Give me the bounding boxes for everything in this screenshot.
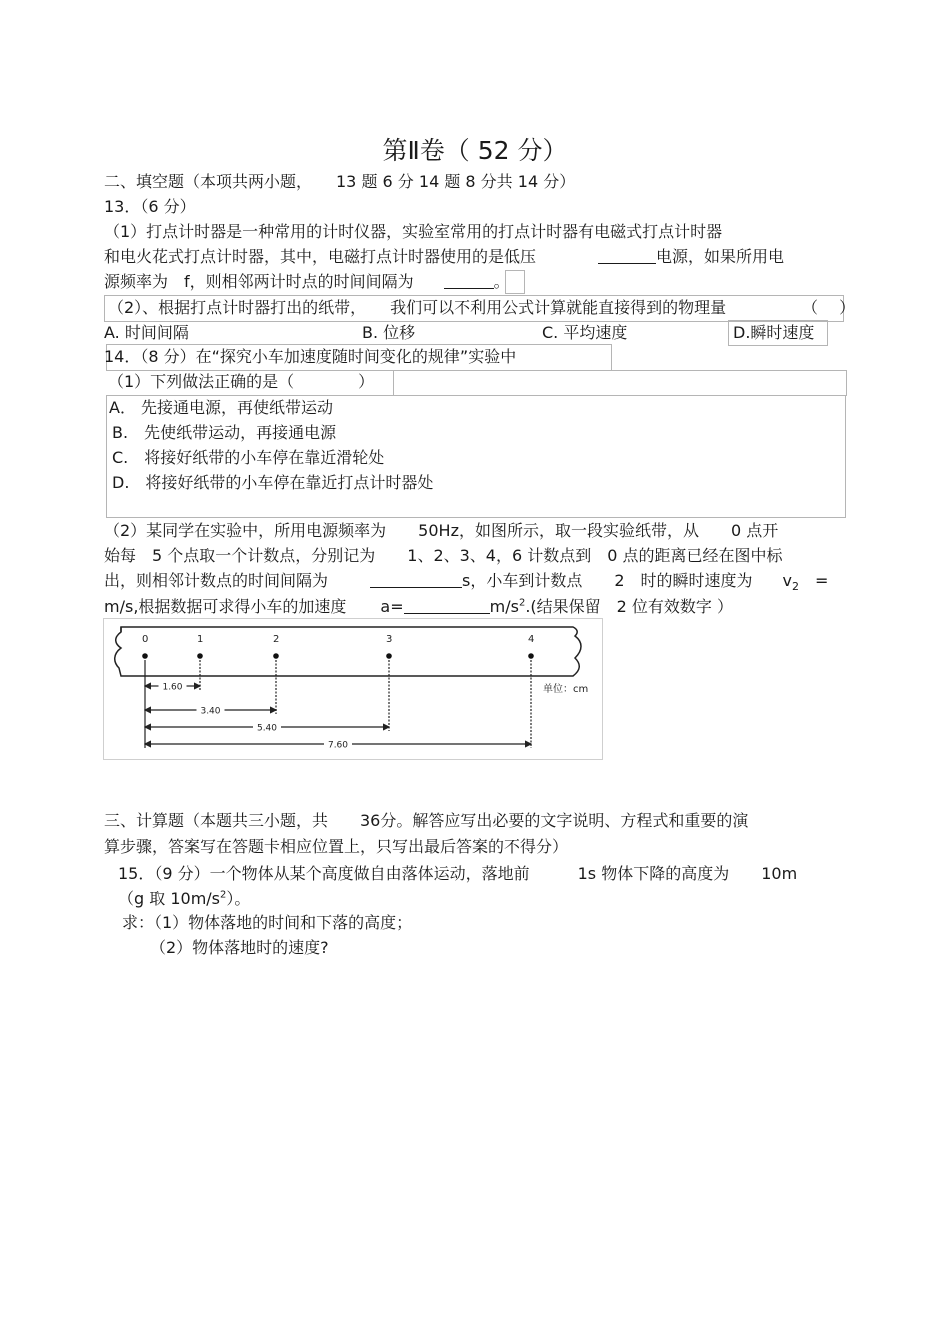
part3-heading-line2: 算步骤，答案写在答题卡相应位置上，只写出最后答案的不得分）	[104, 837, 569, 856]
tape-unit-label: 单位：cm	[543, 684, 589, 695]
q13-part2-answer-paren[interactable]: （ ）	[802, 298, 856, 317]
q14-option-a: A． 先接通电源，再使纸带运动	[109, 398, 334, 417]
q14-option-c: C. 将接好纸带的小车停在靠近滑轮处	[112, 448, 385, 467]
q13-part1-line2-text: 和电火花式打点计时器，其中，电磁打点计时器使用的是低压	[104, 247, 537, 266]
section-title: 第Ⅱ卷（ 52 分）	[382, 136, 568, 165]
tape-distance-0: 1.60	[162, 682, 183, 693]
q14-option-d: D. 将接好纸带的小车停在靠近打点计时器处	[112, 473, 434, 492]
q14-v2-symbol	[782, 571, 800, 594]
q14-accel-unit-exponent: 2	[518, 597, 526, 609]
tape-distance-3: 7.60	[327, 740, 349, 751]
q14-accel-unit	[490, 597, 526, 616]
q14-part1-answer-frame	[393, 370, 847, 396]
tape-dot-0	[142, 653, 148, 659]
q14-interval-blank[interactable]	[370, 571, 462, 588]
q13-option-d: D.瞬时速度	[733, 323, 815, 342]
q14-part2-line1: （2）某同学在实验中，所用电源频率为 50Hz，如图所示，取一段实验纸带，从 0 点开	[104, 521, 779, 540]
q13-option-b: B. 位移	[362, 323, 416, 342]
q14-part2-line4	[104, 597, 733, 617]
q14-v-letter: v	[782, 571, 793, 590]
q14-v2-equals: =	[815, 571, 829, 590]
q14-part2-line2: 始每 5 个点取一个计数点，分别记为 1、2、3、4，6 计数点到 0 点的距离已经在图中标	[104, 546, 783, 565]
tape-dot-1	[197, 653, 203, 659]
paper-tape	[115, 627, 581, 676]
q13-voltage-blank[interactable]	[598, 247, 656, 264]
tape-point-label-0: 0	[142, 634, 149, 645]
q14-part2-line4-text: m/s,根据数据可求得小车的加速度	[104, 597, 347, 616]
q13-part1-line1: （1）打点计时器是一种常用的计时仪器，实验室常用的打点计时器有电磁式打点计时器	[104, 222, 723, 241]
tape-point-label-2: 2	[273, 634, 280, 645]
q15-line2-tail: ）。	[226, 889, 251, 908]
q15-line2-text: （g 取 10m/s	[118, 889, 221, 908]
q13-part2-text: （2）、根据打点计时器打出的纸带， 我们可以不利用公式计算就能直接得到的物理量	[108, 298, 727, 317]
tape-dot-2	[273, 653, 279, 659]
q13-part1-line2	[104, 247, 784, 267]
q13-interval-blank[interactable]	[444, 272, 494, 289]
tape-dot-4	[528, 653, 534, 659]
part3-heading-line1: 三、计算题（本题共三小题，共 36分。解答应写出必要的文字说明、方程式和重要的演	[104, 811, 749, 830]
tape-point-label-4: 4	[528, 634, 535, 645]
q14-accel-blank[interactable]	[404, 597, 490, 614]
q15-line4: （2）物体落地时的速度?	[150, 938, 329, 957]
q15-line2	[118, 889, 250, 909]
q14-accel-unit-base: m/s	[489, 597, 519, 616]
tape-distance-1: 3.40	[200, 706, 221, 717]
q13-part1-line3-tail: 。	[493, 272, 510, 291]
q14-accel-label: a=	[380, 597, 404, 616]
tape-dot-3	[386, 653, 392, 659]
q14-v-subscript: 2	[792, 580, 800, 594]
tape-dimensions	[145, 683, 531, 751]
q13-part1-line2-tail: 电源，如果所用电	[656, 247, 785, 266]
q13-answer-frame	[505, 270, 525, 294]
q14-part2-line3	[104, 571, 829, 594]
q14-part2-line3-mid: s，小车到计数点 2 时的瞬时速度为	[462, 571, 753, 590]
tape-point-label-1: 1	[197, 634, 204, 645]
q15-line3: 求：（1）物体落地的时间和下落的高度；	[122, 913, 413, 932]
q13-part1-line3-text: 源频率为 f，则相邻两计时点的时间间隔为	[104, 272, 414, 291]
part2-heading: 二、填空题（本项共两小题， 13 题 6 分 14 题 8 分共 14 分）	[104, 172, 576, 191]
q15-line1: 15．（9 分）一个物体从某个高度做自由落体运动，落地前 1s 物体下降的高度为 10m	[118, 864, 798, 883]
q13-part1-line3	[104, 272, 510, 292]
q13-option-c: C. 平均速度	[542, 323, 628, 342]
q13-header: 13．（6 分）	[104, 197, 196, 216]
tape-distance-2: 5.40	[256, 723, 278, 734]
q14-option-b: B. 先使纸带运动，再接通电源	[112, 423, 337, 442]
q14-header: 14．（8 分）在“探究小车加速度随时间变化的规律”实验中	[104, 347, 517, 366]
q14-part2-line4-tail: .(结果保留 2 位有效数字 ）	[525, 597, 733, 616]
q15-line2-exponent: 2	[220, 889, 227, 901]
q14-part1-text: （1）下列做法正确的是（ ）	[108, 372, 375, 391]
tape-point-label-3: 3	[386, 634, 393, 645]
paper-tape-diagram	[103, 618, 603, 760]
q14-part2-line3-text: 出，则相邻计数点的时间间隔为	[104, 571, 329, 590]
q13-option-a: A. 时间间隔	[104, 323, 189, 342]
